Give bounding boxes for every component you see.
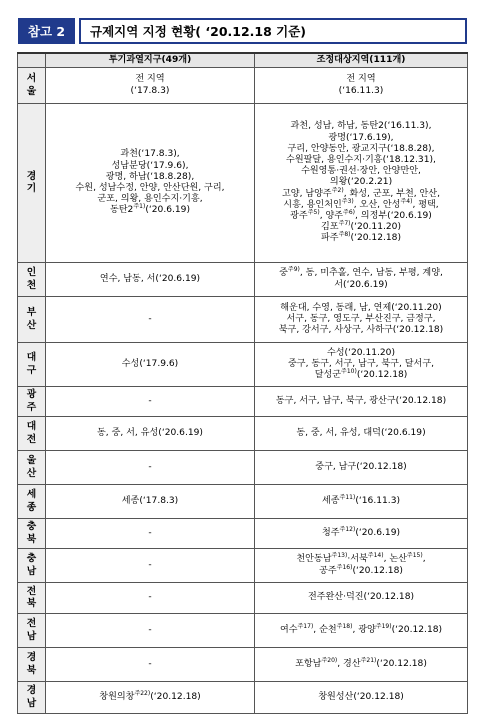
speculative-cell — [46, 549, 255, 583]
region-label-char: 남 — [26, 630, 37, 642]
speculative-cell — [46, 297, 255, 343]
adjustment-cell — [255, 614, 468, 648]
adjustment-cell-line: 동구, 서구, 남구, 북구, 광산구(‘20.12.18) — [275, 395, 447, 406]
region-cell — [18, 451, 46, 485]
column-header-adjustment: 조정대상지역(111개) — [255, 53, 468, 68]
adjustment-cell-line: 구리, 안양동안, 광교지구(‘18.8.28), — [287, 143, 435, 154]
speculative-cell-line: - — [148, 559, 152, 570]
adjustment-cell — [255, 417, 468, 451]
speculative-cell — [46, 519, 255, 549]
adjustment-cell — [255, 104, 468, 263]
speculative-cell-line: 창원의창$^{주22)}$(‘20.12.18) — [99, 689, 201, 702]
region-cell — [18, 297, 46, 343]
table-row — [18, 343, 468, 387]
table-row — [18, 614, 468, 648]
region-label-char: 전 — [26, 433, 37, 445]
adjustment-cell-line: 수성(‘20.11.20) — [326, 347, 396, 358]
regulated-areas-table — [17, 52, 468, 714]
adjustment-cell-line: 광명(‘17.6.19), — [328, 132, 394, 143]
adjustment-cell-line: 수원팔달, 용인수지·기흥(‘18.12.31), — [286, 154, 436, 165]
speculative-cell — [46, 485, 255, 519]
adjustment-cell-line: 과천, 성남, 하남, 동탄2(‘16.11.3), — [290, 121, 432, 132]
speculative-cell — [46, 387, 255, 417]
speculative-cell-line: 광명, 하남(‘18.8.28), — [105, 171, 195, 182]
region-label-char: 충 — [26, 521, 37, 532]
adjustment-cell — [255, 343, 468, 387]
adjustment-cell-line: 달성군$^{주10)}$(‘20.12.18) — [314, 368, 408, 381]
speculative-cell-line: - — [148, 527, 152, 538]
region-cell — [18, 682, 46, 714]
region-cell — [18, 485, 46, 519]
adjustment-cell-line: 해운대, 수영, 동래, 남, 연제(‘20.11.20) — [280, 302, 442, 313]
region-label-char: 구 — [26, 364, 37, 376]
adjustment-cell-line: 공주$^{주16)}$(‘20.12.18) — [319, 563, 403, 576]
region-label-char: 부 — [26, 307, 37, 318]
region-label-char: 남 — [26, 697, 37, 709]
table-row — [18, 583, 468, 614]
table-row — [18, 263, 468, 297]
region-cell — [18, 263, 46, 297]
adjustment-cell-line: 수원영통·권선·장안, 안양만안, — [301, 166, 421, 177]
footnote-marker: 주19) — [375, 622, 392, 630]
footnote-marker: 주22) — [134, 689, 151, 697]
adjustment-cell — [255, 519, 468, 549]
adjustment-cell-line: 중$^{주9)}$, 동, 미추홀, 연수, 남동, 부평, 계양, — [279, 266, 443, 279]
table-row — [18, 68, 468, 104]
region-label-char: 경 — [26, 652, 37, 663]
speculative-cell — [46, 417, 255, 451]
table-row — [18, 519, 468, 549]
region-label-char: 남 — [26, 565, 37, 577]
region-label-char: 전 — [26, 585, 37, 597]
footnote-marker: 주16) — [336, 563, 353, 571]
adjustment-cell-line: 김포$^{주7)}$(‘20.11.20) — [320, 220, 402, 233]
region-label-char: 북 — [26, 598, 37, 609]
table-header-row — [18, 53, 468, 68]
speculative-cell-line: - — [148, 592, 152, 603]
region-label-char: 충 — [26, 553, 37, 564]
adjustment-cell-line: 서구, 동구, 영도구, 부산진구, 금정구, — [286, 313, 436, 324]
footnote-marker: 주6) — [343, 208, 356, 216]
table-row — [18, 417, 468, 451]
speculative-cell — [46, 583, 255, 614]
speculative-cell — [46, 104, 255, 263]
table-row — [18, 451, 468, 485]
region-label-char: 울 — [26, 85, 37, 97]
region-label-char: 대 — [26, 352, 37, 363]
adjustment-cell-line: 세종$^{주11)}$(‘16.11.3) — [321, 493, 401, 506]
speculative-cell-line: 동탄$2^{주1)}(‘20.6.19)$ — [109, 203, 191, 216]
section-header — [18, 18, 467, 44]
footnote-marker: 주14) — [367, 552, 384, 560]
adjustment-cell — [255, 387, 468, 417]
region-cell — [18, 583, 46, 614]
adjustment-cell-line: 포항남$^{주20)}$, 경산$^{주21)}$(‘20.12.18) — [295, 656, 427, 669]
adjustment-cell-line: (‘16.11.3) — [338, 85, 384, 96]
region-cell — [18, 387, 46, 417]
speculative-cell-line: - — [148, 461, 152, 472]
speculative-cell-line: 세종(‘17.8.3) — [121, 495, 179, 506]
speculative-cell-line: 수성(‘17.9.6) — [121, 358, 179, 369]
footnote-marker: 주17) — [297, 622, 314, 630]
adjustment-cell-line: 전주완산·덕진(‘20.12.18) — [307, 592, 415, 603]
region-label-char: 경 — [26, 170, 37, 182]
column-header-speculative: 투기과열지구(49개) — [46, 53, 255, 68]
speculative-cell-line: - — [148, 658, 152, 669]
speculative-cell-line: - — [148, 313, 152, 324]
page-title: 규제지역 지정 현황( ‘20.12.18 기준) — [79, 18, 467, 44]
region-label-char: 대 — [26, 421, 37, 432]
footnote-marker: 주13) — [331, 552, 348, 560]
region-cell — [18, 104, 46, 263]
footnote-marker: 주11) — [339, 493, 356, 501]
region-label-char: 종 — [26, 501, 37, 513]
table-row — [18, 297, 468, 343]
speculative-cell — [46, 451, 255, 485]
speculative-cell-line: - — [148, 395, 152, 406]
speculative-cell-line: 연수, 남동, 서(‘20.6.19) — [99, 273, 201, 284]
speculative-cell — [46, 614, 255, 648]
region-cell — [18, 417, 46, 451]
region-label-char: 인 — [26, 267, 37, 278]
region-cell — [18, 614, 46, 648]
footnote-marker: 주3) — [341, 197, 354, 205]
region-label-char: 천 — [26, 279, 37, 291]
reference-badge: 참고 2 — [18, 18, 75, 44]
speculative-cell-line: 전 지역 — [135, 74, 165, 85]
region-cell — [18, 648, 46, 682]
footnote-marker: 주7) — [338, 220, 351, 228]
adjustment-cell-line: 천안동남$^{주13)}$·서북$^{주14)}$, 논산$^{주15)}$, — [296, 552, 426, 565]
footnote-marker: 주12) — [339, 525, 356, 533]
speculative-cell-line: 수원, 성남수정, 안양, 안산단원, 구리, — [75, 183, 225, 193]
region-label-char: 기 — [26, 183, 37, 194]
adjustment-cell-line: 여수$^{주17)}$, 순천$^{주18)}$, 광양$^{주19)}$(‘20.12.18) — [279, 622, 443, 635]
footnote-marker: 주20) — [321, 656, 338, 664]
adjustment-cell-line: 파주$^{주8)}$(‘20.12.18) — [320, 231, 402, 244]
adjustment-cell — [255, 451, 468, 485]
speculative-cell — [46, 648, 255, 682]
footnote-marker: 주18) — [336, 622, 353, 630]
region-label-char: 산 — [26, 467, 37, 479]
region-label-char: 광 — [26, 389, 37, 400]
speculative-cell — [46, 682, 255, 714]
region-label-char: 울 — [26, 455, 37, 466]
speculative-cell-line: (‘17.8.3) — [130, 85, 170, 96]
adjustment-cell-line: 의왕(‘20.2.21) — [329, 177, 393, 188]
adjustment-cell-line: 광주$^{주5)}$, 양주$^{주6)}$, 의정부(‘20.6.19) — [290, 208, 432, 221]
adjustment-cell-line: 시흥, 용인처인$^{주3)}$, 오산, 안성$^{주4)}$, 평택, — [283, 197, 439, 210]
footnote-marker: 주1) — [133, 203, 146, 211]
adjustment-cell-line: 전 지역 — [346, 74, 376, 85]
table-row — [18, 648, 468, 682]
adjustment-cell — [255, 682, 468, 714]
table-row — [18, 104, 468, 263]
speculative-cell-line: - — [148, 624, 152, 635]
footnote-marker: 주10) — [341, 368, 357, 376]
table-row — [18, 682, 468, 714]
speculative-cell-line: 동, 중, 서, 유성(‘20.6.19) — [97, 427, 203, 438]
region-label-char: 세 — [26, 489, 37, 500]
adjustment-cell-line: 동, 중, 서, 유성, 대덕(‘20.6.19) — [296, 427, 426, 438]
footnote-marker: 주21) — [360, 656, 377, 664]
region-label-char: 북 — [26, 664, 37, 676]
speculative-cell — [46, 343, 255, 387]
footnote-marker: 주5) — [307, 208, 320, 216]
adjustment-cell — [255, 648, 468, 682]
table-header-corner — [18, 53, 46, 68]
adjustment-cell — [255, 263, 468, 297]
adjustment-cell — [255, 583, 468, 614]
region-cell — [18, 519, 46, 549]
footnote-marker: 주8) — [338, 231, 351, 239]
region-cell — [18, 343, 46, 387]
adjustment-cell-line: 북구, 강서구, 사상구, 사하구(‘20.12.18) — [278, 325, 444, 336]
table-row — [18, 485, 468, 519]
region-label-char: 전 — [26, 618, 37, 629]
region-label-char: 산 — [26, 319, 37, 331]
table-row — [18, 387, 468, 417]
adjustment-cell — [255, 297, 468, 343]
speculative-cell-line: 과천(‘17.8.3), — [120, 149, 180, 160]
footnote-marker: 주2) — [331, 186, 344, 194]
adjustment-cell-line: 청주$^{주12)}$(‘20.6.19) — [321, 525, 401, 538]
region-label-char: 북 — [26, 533, 37, 545]
speculative-cell — [46, 263, 255, 297]
footnote-marker: 주9) — [287, 266, 300, 274]
footnote-marker: 주4) — [400, 197, 413, 205]
region-label-char: 주 — [26, 401, 37, 413]
adjustment-cell — [255, 485, 468, 519]
footnote-marker: 주15) — [406, 552, 423, 560]
adjustment-cell-line: 중구, 남구(‘20.12.18) — [315, 461, 407, 472]
table-row — [18, 549, 468, 583]
adjustment-cell-line: 중구, 동구, 서구, 남구, 북구, 달서구, — [288, 358, 434, 369]
speculative-cell — [46, 68, 255, 104]
region-label-char: 서 — [26, 73, 37, 84]
region-label-char: 경 — [26, 685, 37, 696]
adjustment-cell-line: 창원성산(‘20.12.18) — [318, 691, 404, 702]
region-cell — [18, 68, 46, 104]
speculative-cell-line: 군포, 의왕, 용인수지·기흥, — [97, 194, 203, 205]
adjustment-cell — [255, 549, 468, 583]
adjustment-cell-line: 서(‘20.6.19) — [334, 279, 388, 290]
adjustment-cell-line: 고양, 남양주$^{주2)}$, 화성, 군포, 부천, 안산, — [282, 186, 440, 199]
region-cell — [18, 549, 46, 583]
speculative-cell-line: 성남분당(‘17.9.6), — [111, 160, 189, 171]
adjustment-cell — [255, 68, 468, 104]
